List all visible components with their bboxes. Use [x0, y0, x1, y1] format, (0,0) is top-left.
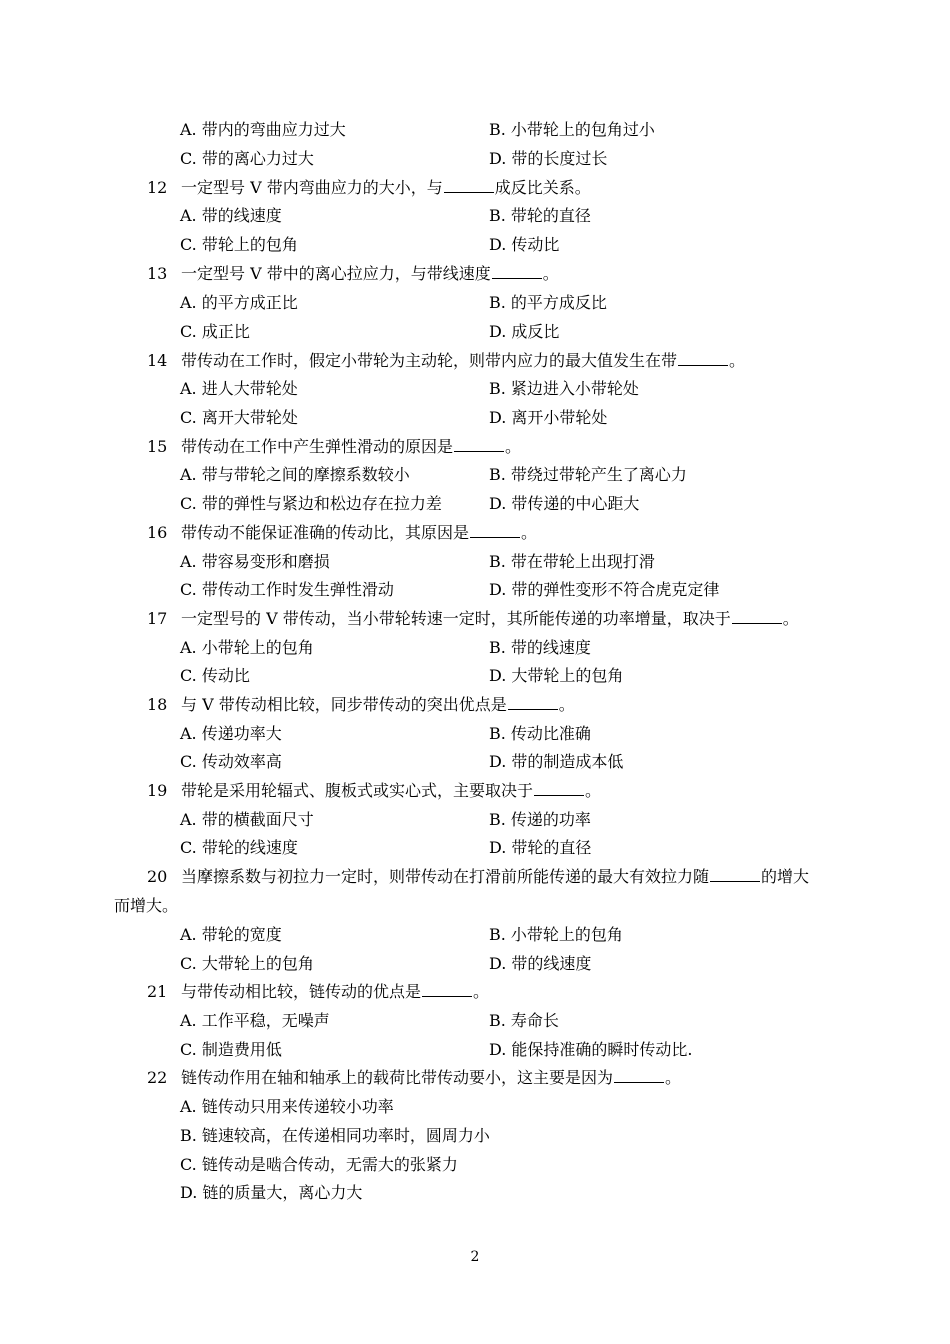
question-text-end: 。 — [729, 351, 746, 370]
option-c: C. 传动效率高 — [180, 752, 282, 771]
option-d: D. 带的制造成本低 — [489, 752, 624, 771]
question-text-end: 。 — [585, 781, 602, 800]
question-text: 带轮是采用轮辐式、腹板式或实心式，主要取决于 — [181, 781, 534, 800]
option-b: B. 带在带轮上出现打滑 — [489, 552, 655, 571]
question-text: 一定型号的 V 带传动，当小带轮转速一定时，其所能传递的功率增量，取决于 — [181, 609, 731, 628]
option-b: B. 寿命长 — [489, 1011, 559, 1030]
option-a: A. 链传动只用来传递较小功率 — [180, 1097, 394, 1116]
answer-blank — [444, 178, 494, 193]
option-b: B. 带的线速度 — [489, 638, 591, 657]
question-stem — [147, 1068, 681, 1088]
option-a: A. 带的线速度 — [180, 206, 282, 225]
question-text-end: 成反比关系。 — [494, 178, 591, 197]
question-stem — [147, 867, 809, 887]
question-number: 20 — [147, 867, 168, 886]
option-b: B. 小带轮上的包角 — [489, 925, 623, 944]
answer-blank — [454, 437, 504, 452]
question-stem — [147, 609, 799, 629]
option-c: C. 带轮的线速度 — [180, 838, 298, 857]
question-text: 链传动作用在轴和轴承上的载荷比带传动要小，这主要是因为 — [181, 1068, 614, 1087]
question-stem — [147, 351, 745, 371]
option-d: D. 离开小带轮处 — [489, 408, 608, 427]
question-text: 一定型号 V 带中的离心拉应力，与带线速度 — [181, 264, 491, 283]
option-d: D. 带传递的中心距大 — [489, 494, 640, 513]
option-d: D. 带的弹性变形不符合虎克定律 — [489, 580, 720, 599]
option-c: C. 带传动工作时发生弹性滑动 — [180, 580, 394, 599]
option-a: A. 带与带轮之间的摩擦系数较小 — [180, 465, 410, 484]
option-a: A. 传递功率大 — [180, 724, 282, 743]
question-number: 14 — [147, 351, 168, 370]
option-d: D. 大带轮上的包角 — [489, 666, 624, 685]
option-b: B. 紧边进入小带轮处 — [489, 379, 639, 398]
option-c: C. 离开大带轮处 — [180, 408, 298, 427]
question-number: 17 — [147, 609, 168, 628]
question-number: 19 — [147, 781, 168, 800]
question-stem — [147, 264, 559, 284]
q11-option-a: A. 带内的弯曲应力过大 — [180, 120, 346, 139]
answer-blank — [710, 867, 760, 882]
question-text: 带传动在工作时，假定小带轮为主动轮，则带内应力的最大值发生在带 — [181, 351, 678, 370]
question-number: 18 — [147, 695, 168, 714]
question-stem — [147, 437, 521, 457]
answer-blank — [422, 982, 472, 997]
question-text-end: 。 — [521, 523, 538, 542]
question-text: 当摩擦系数与初拉力一定时，则带传动在打滑前所能传递的最大有效拉力随 — [181, 867, 710, 886]
q11-option-c: C. 带的离心力过大 — [180, 149, 314, 168]
question-stem — [147, 781, 601, 801]
option-d: D. 传动比 — [489, 235, 560, 254]
option-b: B. 传动比准确 — [489, 724, 591, 743]
q11-option-d: D. 带的长度过长 — [489, 149, 608, 168]
option-c: C. 大带轮上的包角 — [180, 954, 314, 973]
option-c: C. 链传动是啮合传动，无需大的张紧力 — [180, 1155, 458, 1174]
option-c: C. 传动比 — [180, 666, 250, 685]
option-b: B. 传递的功率 — [489, 810, 591, 829]
answer-blank — [470, 523, 520, 538]
question-number: 12 — [147, 178, 168, 197]
question-text: 带传动在工作中产生弹性滑动的原因是 — [181, 437, 454, 456]
option-a: A. 小带轮上的包角 — [180, 638, 314, 657]
option-a: A. 带的横截面尺寸 — [180, 810, 314, 829]
question-text: 与带传动相比较，链传动的优点是 — [181, 982, 422, 1001]
option-d: D. 带的线速度 — [489, 954, 592, 973]
option-b: B. 的平方成反比 — [489, 293, 607, 312]
question-stem — [147, 178, 591, 198]
question-stem — [147, 695, 575, 715]
option-d: D. 带轮的直径 — [489, 838, 592, 857]
question-text-end: 的增大 — [761, 867, 810, 886]
question-text: 带传动不能保证准确的传动比，其原因是 — [181, 523, 470, 542]
option-c: C. 成正比 — [180, 322, 250, 341]
question-number: 21 — [147, 982, 168, 1001]
answer-blank — [732, 609, 782, 624]
answer-blank — [508, 695, 558, 710]
question-number: 22 — [147, 1068, 168, 1087]
question-text-end: 。 — [558, 695, 575, 714]
question-number: 15 — [147, 437, 168, 456]
question-number: 13 — [147, 264, 168, 283]
option-a: A. 带容易变形和磨损 — [180, 552, 330, 571]
page-number: 2 — [470, 1249, 480, 1265]
option-c: C. 带的弹性与紧边和松边存在拉力差 — [180, 494, 442, 513]
question-text-end: 。 — [542, 264, 559, 283]
option-d: D. 链的质量大，离心力大 — [180, 1183, 363, 1202]
answer-blank — [534, 781, 584, 796]
question-stem-continuation: 而增大。 — [114, 896, 179, 915]
question-stem — [147, 982, 489, 1002]
question-text-end: 。 — [782, 609, 799, 628]
option-b: B. 带绕过带轮产生了离心力 — [489, 465, 687, 484]
q11-option-b: B. 小带轮上的包角过小 — [489, 120, 655, 139]
answer-blank — [492, 264, 542, 279]
option-b: B. 链速较高，在传递相同功率时，圆周力小 — [180, 1126, 490, 1145]
answer-blank — [614, 1068, 664, 1083]
option-a: A. 带轮的宽度 — [180, 925, 282, 944]
question-stem — [147, 523, 537, 543]
option-a: A. 工作平稳，无噪声 — [180, 1011, 330, 1030]
question-number: 16 — [147, 523, 168, 542]
question-text-end: 。 — [505, 437, 522, 456]
option-b: B. 带轮的直径 — [489, 206, 591, 225]
option-a: A. 的平方成正比 — [180, 293, 298, 312]
option-c: C. 带轮上的包角 — [180, 235, 298, 254]
question-text: 一定型号 V 带内弯曲应力的大小，与 — [181, 178, 443, 197]
question-text: 与 V 带传动相比较，同步带传动的突出优点是 — [181, 695, 507, 714]
option-d: D. 能保持准确的瞬时传动比. — [489, 1040, 693, 1059]
option-d: D. 成反比 — [489, 322, 560, 341]
option-a: A. 进人大带轮处 — [180, 379, 298, 398]
question-text-end: 。 — [473, 982, 490, 1001]
question-text-end: 。 — [665, 1068, 682, 1087]
option-c: C. 制造费用低 — [180, 1040, 282, 1059]
answer-blank — [678, 351, 728, 366]
